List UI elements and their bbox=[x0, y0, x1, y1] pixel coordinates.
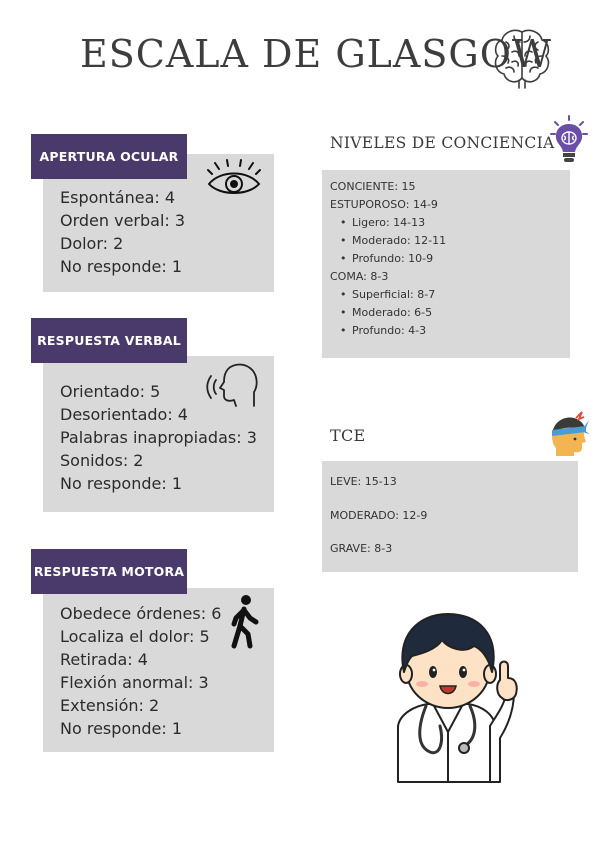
lightbulb-brain-icon bbox=[549, 114, 589, 166]
tce-grave: GRAVE: 8-3 bbox=[330, 542, 393, 555]
list-item: Dolor: 2 bbox=[60, 234, 124, 253]
list-item: No responde: 1 bbox=[60, 257, 182, 276]
list-item: • Profundo: 10-9 bbox=[340, 250, 446, 268]
list-item: Retirada: 4 bbox=[60, 650, 148, 669]
niveles-content bbox=[330, 178, 446, 340]
list-item: Localiza el dolor: 5 bbox=[60, 627, 210, 646]
list-item: Orden verbal: 3 bbox=[60, 211, 186, 230]
list-item: • Moderado: 12-11 bbox=[340, 232, 446, 250]
list-item: Desorientado: 4 bbox=[60, 405, 188, 424]
page-title: ESCALA DE GLASGOW bbox=[80, 32, 552, 76]
head-injury-icon bbox=[548, 412, 590, 458]
list-item: No responde: 1 bbox=[60, 474, 182, 493]
list-item: Orientado: 5 bbox=[60, 382, 161, 401]
list-item: Palabras inapropiadas: 3 bbox=[60, 428, 257, 447]
eye-icon bbox=[206, 160, 262, 198]
list-item: Obedece órdenes: 6 bbox=[60, 604, 222, 623]
apertura-list bbox=[60, 186, 185, 278]
coma-sublist bbox=[330, 286, 446, 340]
list-item: • Ligero: 14-13 bbox=[340, 214, 446, 232]
list-item: No responde: 1 bbox=[60, 719, 182, 738]
apertura-label: APERTURA OCULAR bbox=[31, 134, 187, 179]
doctor-illustration bbox=[378, 606, 528, 782]
list-item: Extensión: 2 bbox=[60, 696, 160, 715]
tce-moderado: MODERADO: 12-9 bbox=[330, 509, 428, 522]
list-item: Flexión anormal: 3 bbox=[60, 673, 209, 692]
tce-leve: LEVE: 15-13 bbox=[330, 475, 397, 488]
nivel-coma: COMA: 8-3 bbox=[330, 270, 389, 283]
motora-list bbox=[60, 602, 221, 740]
motora-label: RESPUESTA MOTORA bbox=[31, 549, 187, 594]
brain-icon bbox=[492, 26, 552, 90]
list-item: Espontánea: 4 bbox=[60, 188, 176, 207]
list-item: Sonidos: 2 bbox=[60, 451, 144, 470]
tce-title: TCE bbox=[330, 426, 366, 445]
list-item: • Profundo: 4-3 bbox=[340, 322, 446, 340]
list-item: • Moderado: 6-5 bbox=[340, 304, 446, 322]
walking-person-icon bbox=[226, 594, 262, 650]
verbal-label: RESPUESTA VERBAL bbox=[31, 318, 187, 363]
list-item: • Superficial: 8-7 bbox=[340, 286, 446, 304]
niveles-title: NIVELES DE CONCIENCIA bbox=[330, 134, 555, 152]
nivel-estuporoso: ESTUPOROSO: 14-9 bbox=[330, 198, 438, 211]
estuporoso-sublist bbox=[330, 214, 446, 268]
nivel-consciente: CONCIENTE: 15 bbox=[330, 180, 416, 193]
speaking-head-icon bbox=[206, 362, 258, 410]
